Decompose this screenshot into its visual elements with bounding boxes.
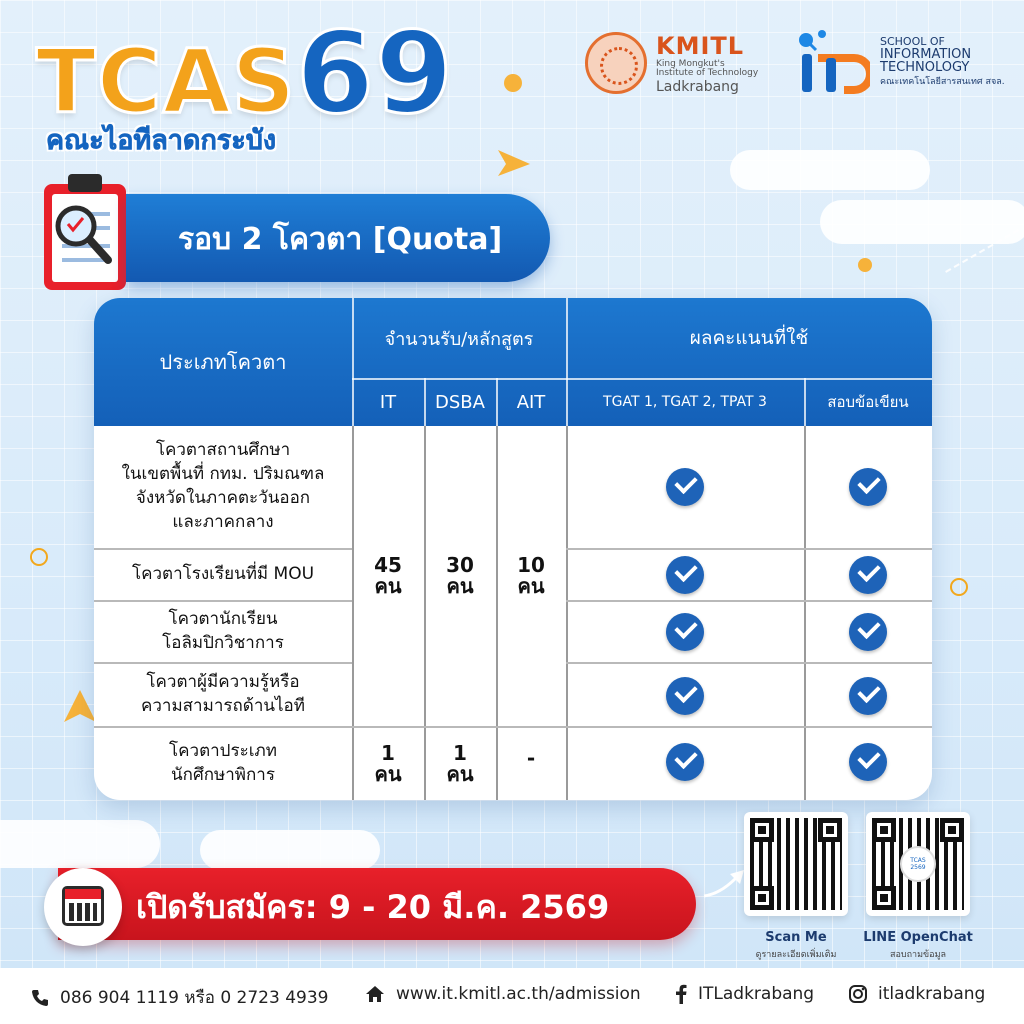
- qr-code-scan-me[interactable]: [744, 812, 848, 916]
- calendar-icon: [62, 886, 104, 926]
- it-line3: TECHNOLOGY: [880, 60, 970, 76]
- application-date-banner: [58, 868, 696, 940]
- footer-facebook-text: ITLadkrabang: [698, 984, 815, 1004]
- row-label-line: โควตานักเรียน: [168, 609, 278, 630]
- table-divider: [566, 548, 932, 550]
- check-icon: [666, 556, 704, 594]
- footer-instagram[interactable]: [848, 984, 985, 1004]
- table-divider: [566, 662, 932, 664]
- count-ait-merged: [496, 426, 566, 726]
- row-label-line: จังหวัดในภาคตะวันออก: [135, 488, 311, 508]
- footer-website-text: www.it.kmitl.ac.th/admission: [396, 984, 641, 1004]
- line-openchat-center-badge: [900, 846, 936, 882]
- application-date-label: เปิดรับสมัคร: 9 - 20 มี.ค. 2569: [136, 888, 610, 926]
- count-value: 1: [453, 741, 467, 765]
- qr-caption: ดูรายละเอียดเพิ่มเติม: [755, 950, 837, 960]
- row-label-line: โควตาสถานศึกษา: [155, 440, 291, 461]
- facebook-icon: [674, 984, 688, 1004]
- kmitl-line3: Ladkrabang: [656, 79, 739, 95]
- count-it-merged: [352, 426, 424, 726]
- header-quota-type: ประเภทโควตา: [159, 350, 287, 374]
- tcas-year: 69: [296, 9, 454, 139]
- it-logo-icon: [792, 28, 870, 98]
- count-dsba-merged: [424, 426, 496, 726]
- row-label-line: ในเขตพื้นที่ กทม. ปริมณฑล: [121, 464, 325, 485]
- kmitl-seal-logo: [585, 32, 647, 94]
- header-score-written: สอบข้อเขียน: [827, 393, 909, 411]
- count-value: -: [526, 745, 536, 770]
- header-divider: [352, 378, 932, 380]
- qr-caption: สอบถามข้อมูล: [889, 950, 947, 960]
- it-line1: SCHOOL OF: [880, 35, 945, 48]
- header-admission-group: จำนวนรับ/หลักสูตร: [384, 328, 534, 350]
- row-label-disabled: [94, 728, 352, 800]
- cloud-decoration: [820, 200, 1024, 244]
- header-divider: [804, 378, 806, 426]
- header-divider: [566, 298, 568, 426]
- count-unit: คน: [374, 762, 402, 786]
- count-ait-disabled: [496, 728, 566, 788]
- home-icon: [364, 984, 386, 1004]
- qr-title: Scan Me: [765, 930, 827, 945]
- count-dsba-disabled: [424, 728, 496, 800]
- qr-code-line-openchat[interactable]: [866, 812, 970, 916]
- check-icon: [849, 556, 887, 594]
- row-label-line: ความสามารถด้านไอที: [141, 696, 305, 716]
- count-unit: คน: [374, 574, 402, 598]
- it-logo-text: [880, 36, 1005, 87]
- check-icon: [849, 613, 887, 651]
- kmitl-line2: Institute of Technology: [656, 68, 759, 78]
- row-label-mou: [94, 550, 352, 600]
- header-score-group: ผลคะแนนที่ใช้: [689, 327, 809, 349]
- table-divider: [566, 600, 932, 602]
- line-openchat-badge-label: TCAS 2569: [910, 857, 926, 871]
- footer-phone[interactable]: [30, 984, 328, 1011]
- count-unit: คน: [517, 574, 545, 598]
- count-unit: คน: [446, 574, 474, 598]
- header-program-it: IT: [379, 391, 397, 413]
- header-divider: [352, 298, 354, 426]
- row-label-olympiad: [94, 602, 352, 662]
- check-icon: [666, 468, 704, 506]
- qr-label-scan-me: [731, 930, 861, 961]
- count-value: 1: [381, 741, 395, 765]
- instagram-icon: [848, 984, 868, 1004]
- row-label-it-talent: [94, 664, 352, 726]
- arrow-decoration: [494, 146, 534, 180]
- kmitl-logo-text: [656, 34, 758, 94]
- orange-dot-decoration: [504, 74, 522, 92]
- row-label-line: โควตาโรงเรียนที่มี MOU: [131, 564, 315, 585]
- footer-website[interactable]: [364, 984, 641, 1004]
- check-icon: [849, 677, 887, 715]
- it-line2: INFORMATION: [880, 46, 972, 62]
- tcas-title: [36, 9, 454, 139]
- count-value: 45: [374, 553, 402, 577]
- faculty-subtitle: คณะไอทีลาดกระบัง: [46, 125, 277, 156]
- footer-phone-text: 086 904 1119 หรือ 0 2723 4939: [60, 988, 329, 1008]
- check-icon: [849, 468, 887, 506]
- header-program-ait: AIT: [516, 391, 546, 413]
- footer-instagram-text: itladkrabang: [878, 984, 986, 1004]
- round-label: รอบ 2 โควตา [Quota]: [178, 222, 503, 257]
- table-divider: [566, 426, 568, 800]
- clipboard-search-icon: [38, 166, 138, 296]
- quota-table: [94, 298, 932, 800]
- header-divider: [424, 378, 426, 426]
- count-value: 30: [446, 553, 474, 577]
- kmitl-line1: King Mongkut's: [656, 59, 725, 69]
- ring-decoration: [30, 548, 48, 566]
- cloud-decoration: [730, 150, 930, 190]
- header-program-dsba: DSBA: [435, 391, 485, 413]
- count-value: 10: [517, 553, 545, 577]
- check-icon: [666, 613, 704, 651]
- table-divider: [804, 426, 806, 800]
- arrow-to-qr-icon: [700, 864, 748, 904]
- count-it-disabled: [352, 728, 424, 800]
- row-label-school-area: [94, 426, 352, 548]
- cloud-decoration: [200, 830, 380, 870]
- header-score-tgat-tpat: TGAT 1, TGAT 2, TPAT 3: [603, 394, 767, 410]
- orange-dot-decoration: [858, 258, 872, 272]
- row-label-line: และภาคกลาง: [172, 511, 274, 532]
- kmitl-name: KMITL: [656, 32, 745, 60]
- row-label-line: โควตาผู้มีความรู้หรือ: [146, 672, 300, 693]
- ring-decoration: [950, 578, 968, 596]
- qr-label-line-openchat: [853, 930, 983, 961]
- cloud-decoration: [0, 820, 160, 868]
- footer-facebook[interactable]: [674, 984, 814, 1004]
- tcas-label: TCAS: [36, 30, 297, 133]
- row-label-line: โอลิมปิกวิชาการ: [162, 633, 284, 653]
- phone-icon: [30, 988, 50, 1008]
- check-icon: [666, 743, 704, 781]
- row-label-line: โควตาประเภท: [169, 741, 277, 762]
- check-icon: [666, 677, 704, 715]
- check-icon: [849, 743, 887, 781]
- row-label-line: นักศึกษาพิการ: [171, 765, 275, 785]
- qr-title: LINE OpenChat: [863, 930, 973, 945]
- count-unit: คน: [446, 762, 474, 786]
- round-banner: [126, 194, 550, 282]
- it-line4: คณะเทคโนโลยีสารสนเทศ สจล.: [880, 76, 1005, 87]
- header-divider: [496, 378, 498, 426]
